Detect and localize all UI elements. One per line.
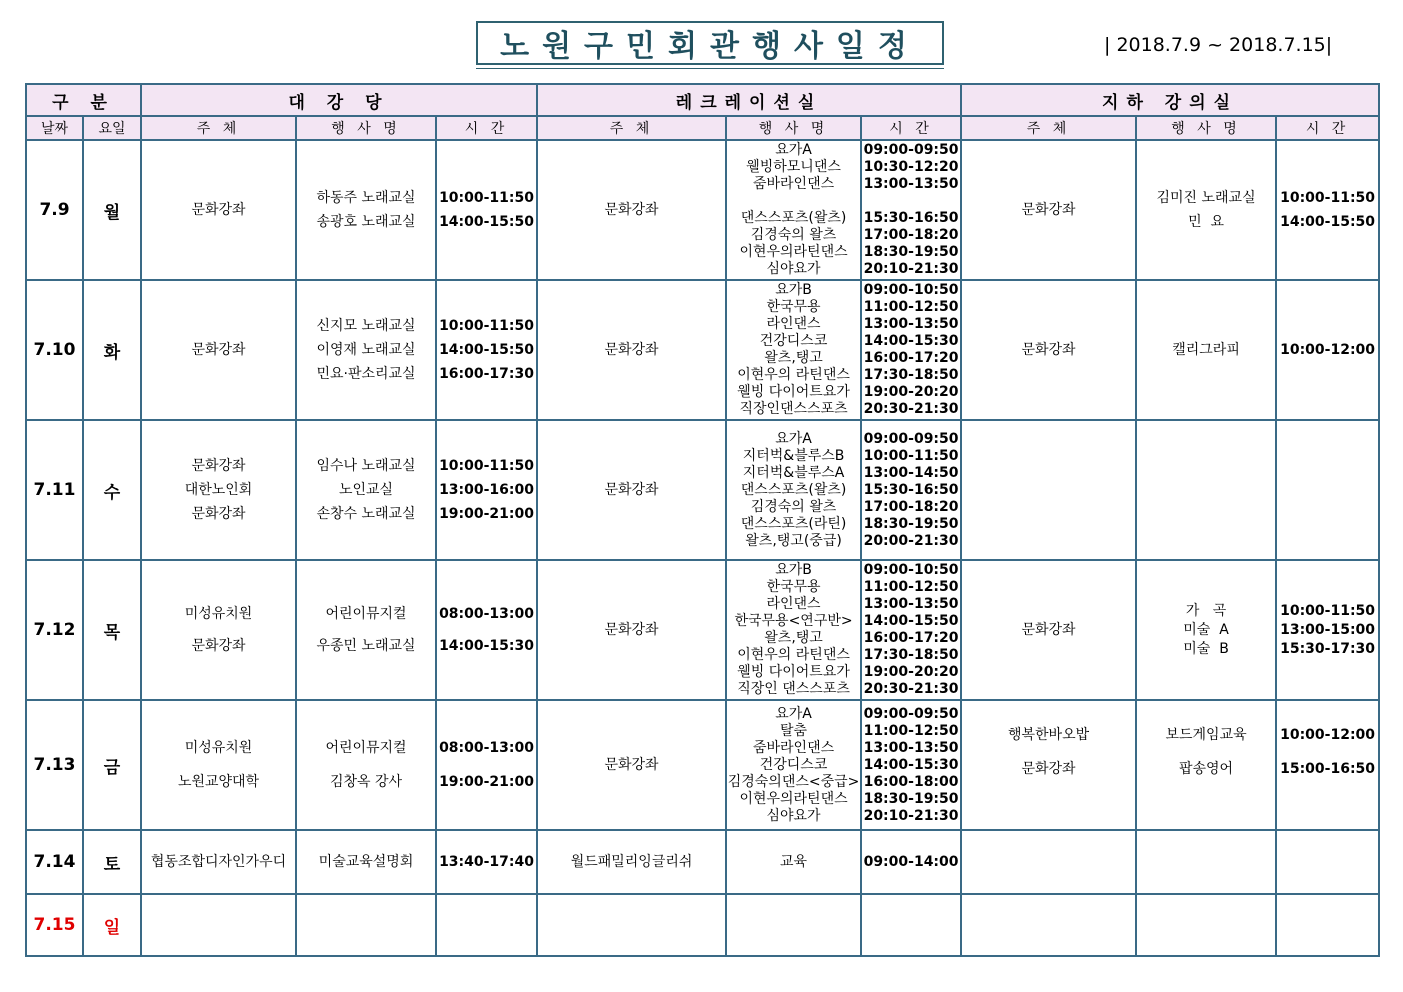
base-times (1276, 894, 1379, 956)
rec-events: 요가A 웰빙하모니댄스 줌바라인댄스 댄스스포츠(왈츠) 김경숙의 왈츠 이현우의라틴댄스 심야요가 (726, 140, 861, 280)
col-time: 시 간 (436, 116, 537, 140)
rec-times: 09:00-14:00 (861, 830, 961, 894)
row-weekday: 금 (83, 700, 141, 830)
hall-times (436, 894, 537, 956)
base-events: 김미진 노래교실 민 요 (1136, 140, 1276, 280)
hall-host: 문화강좌 대한노인회 문화강좌 (141, 420, 296, 560)
table-row (26, 830, 1379, 894)
row-weekday: 토 (83, 830, 141, 894)
page-title: 노원구민회관행사일정 (476, 21, 944, 65)
base-host: 문화강좌 (961, 280, 1136, 420)
hall-events (296, 894, 436, 956)
rec-events: 요가A 탈춤 줌바라인댄스 건강디스코 김경숙의댄스<중급> 이현우의라틴댄스 심야요가 (726, 700, 861, 830)
col-time: 시 간 (1276, 116, 1379, 140)
rec-times: 09:00-09:50 10:00-11:50 13:00-14:50 15:30-16:50 17:00-18:20 18:30-19:50 20:00-21:30 (861, 420, 961, 560)
header-row-columns (26, 116, 1379, 140)
row-date: 7.15 (26, 894, 83, 956)
hall-host: 문화강좌 (141, 280, 296, 420)
rec-host: 문화강좌 (537, 140, 726, 280)
hall-times: 08:00-13:00 14:00-15:30 (436, 560, 537, 700)
col-date: 날짜 (26, 116, 83, 140)
table-row (26, 894, 1379, 956)
col-event: 행 사 명 (1136, 116, 1276, 140)
base-events (1136, 830, 1276, 894)
col-event: 행 사 명 (296, 116, 436, 140)
rec-events: 교육 (726, 830, 861, 894)
row-weekday: 수 (83, 420, 141, 560)
base-times (1276, 420, 1379, 560)
rec-times: 09:00-09:50 10:30-12:20 13:00-13:50 15:30-16:50 17:00-18:20 18:30-19:50 20:10-21:30 (861, 140, 961, 280)
rec-times (861, 894, 961, 956)
hall-times: 08:00-13:00 19:00-21:00 (436, 700, 537, 830)
base-host: 행복한바오밥 문화강좌 (961, 700, 1136, 830)
base-events: 캘리그라피 (1136, 280, 1276, 420)
rec-times: 09:00-10:50 11:00-12:50 13:00-13:50 14:00-15:30 16:00-17:20 17:30-18:50 19:00-20:20 20:30-21:30 (861, 280, 961, 420)
rec-host (537, 894, 726, 956)
row-weekday: 화 (83, 280, 141, 420)
row-weekday: 목 (83, 560, 141, 700)
group-header: 구 분 (26, 84, 141, 116)
row-weekday: 일 (83, 894, 141, 956)
base-host: 문화강좌 (961, 560, 1136, 700)
hall-host: 미성유치원 문화강좌 (141, 560, 296, 700)
hall-events: 하동주 노래교실 송광호 노래교실 (296, 140, 436, 280)
hall-events: 임수나 노래교실 노인교실 손창수 노래교실 (296, 420, 436, 560)
hall-host: 문화강좌 (141, 140, 296, 280)
table-row (26, 280, 1379, 420)
base-times: 10:00-12:00 15:00-16:50 (1276, 700, 1379, 830)
rec-events: 요가A 지터벅&블루스B 지터벅&블루스A 댄스스포츠(왈츠) 김경숙의 왈츠 댄스스포츠(라틴) 왈츠,탱고(중급) (726, 420, 861, 560)
rec-times: 09:00-09:50 11:00-12:50 13:00-13:50 14:00-15:30 16:00-18:00 18:30-19:50 20:10-21:30 (861, 700, 961, 830)
base-host (961, 420, 1136, 560)
col-host: 주 체 (537, 116, 726, 140)
base-events: 보드게임교육 팝송영어 (1136, 700, 1276, 830)
row-weekday: 월 (83, 140, 141, 280)
col-event: 행 사 명 (726, 116, 861, 140)
header-row-sections (26, 84, 1379, 116)
section-header-hall: 대 강 당 (141, 84, 537, 116)
row-date: 7.9 (26, 140, 83, 280)
hall-times: 10:00-11:50 14:00-15:50 (436, 140, 537, 280)
rec-host: 문화강좌 (537, 280, 726, 420)
base-times: 10:00-11:50 13:00-15:00 15:30-17:30 (1276, 560, 1379, 700)
hall-times: 13:40-17:40 (436, 830, 537, 894)
table-row (26, 420, 1379, 560)
date-range: | 2018.7.9 ~ 2018.7.15| (1104, 34, 1333, 56)
hall-host: 협동조합디자인가우디 (141, 830, 296, 894)
row-date: 7.10 (26, 280, 83, 420)
hall-times: 10:00-11:50 14:00-15:50 16:00-17:30 (436, 280, 537, 420)
section-header-basement: 지하 강의실 (961, 84, 1379, 116)
row-date: 7.13 (26, 700, 83, 830)
rec-host: 문화강좌 (537, 560, 726, 700)
col-host: 주 체 (961, 116, 1136, 140)
table-row (26, 140, 1379, 280)
col-weekday: 요일 (83, 116, 141, 140)
hall-events: 미술교육설명회 (296, 830, 436, 894)
row-date: 7.12 (26, 560, 83, 700)
rec-host: 문화강좌 (537, 700, 726, 830)
base-events (1136, 894, 1276, 956)
base-events (1136, 420, 1276, 560)
table-row (26, 560, 1379, 700)
base-times: 10:00-12:00 (1276, 280, 1379, 420)
hall-events: 신지모 노래교실 이영재 노래교실 민요·판소리교실 (296, 280, 436, 420)
hall-events: 어린이뮤지컬 우종민 노래교실 (296, 560, 436, 700)
row-date: 7.11 (26, 420, 83, 560)
base-host: 문화강좌 (961, 140, 1136, 280)
section-header-recreation: 레크레이션실 (537, 84, 961, 116)
hall-times: 10:00-11:50 13:00-16:00 19:00-21:00 (436, 420, 537, 560)
base-host (961, 894, 1136, 956)
base-host (961, 830, 1136, 894)
rec-times: 09:00-10:50 11:00-12:50 13:00-13:50 14:00-15:50 16:00-17:20 17:30-18:50 19:00-20:20 20:30-21:30 (861, 560, 961, 700)
rec-events: 요가B 한국무용 라인댄스 한국무용<연구반> 왈츠,탱고 이현우의 라틴댄스 웰빙 다이어트요가 직장인 댄스스포츠 (726, 560, 861, 700)
hall-host: 미성유치원 노원교양대학 (141, 700, 296, 830)
base-times (1276, 830, 1379, 894)
rec-events (726, 894, 861, 956)
base-events: 가 곡 미술 A 미술 B (1136, 560, 1276, 700)
rec-host: 월드패밀리잉글리쉬 (537, 830, 726, 894)
rec-events: 요가B 한국무용 라인댄스 건강디스코 왈츠,탱고 이현우의 라틴댄스 웰빙 다이어트요가 직장인댄스스포츠 (726, 280, 861, 420)
schedule-table (25, 83, 1380, 957)
col-time: 시 간 (861, 116, 961, 140)
table-row (26, 700, 1379, 830)
col-host: 주 체 (141, 116, 296, 140)
base-times: 10:00-11:50 14:00-15:50 (1276, 140, 1379, 280)
row-date: 7.14 (26, 830, 83, 894)
hall-events: 어린이뮤지컬 김창옥 강사 (296, 700, 436, 830)
rec-host: 문화강좌 (537, 420, 726, 560)
hall-host (141, 894, 296, 956)
